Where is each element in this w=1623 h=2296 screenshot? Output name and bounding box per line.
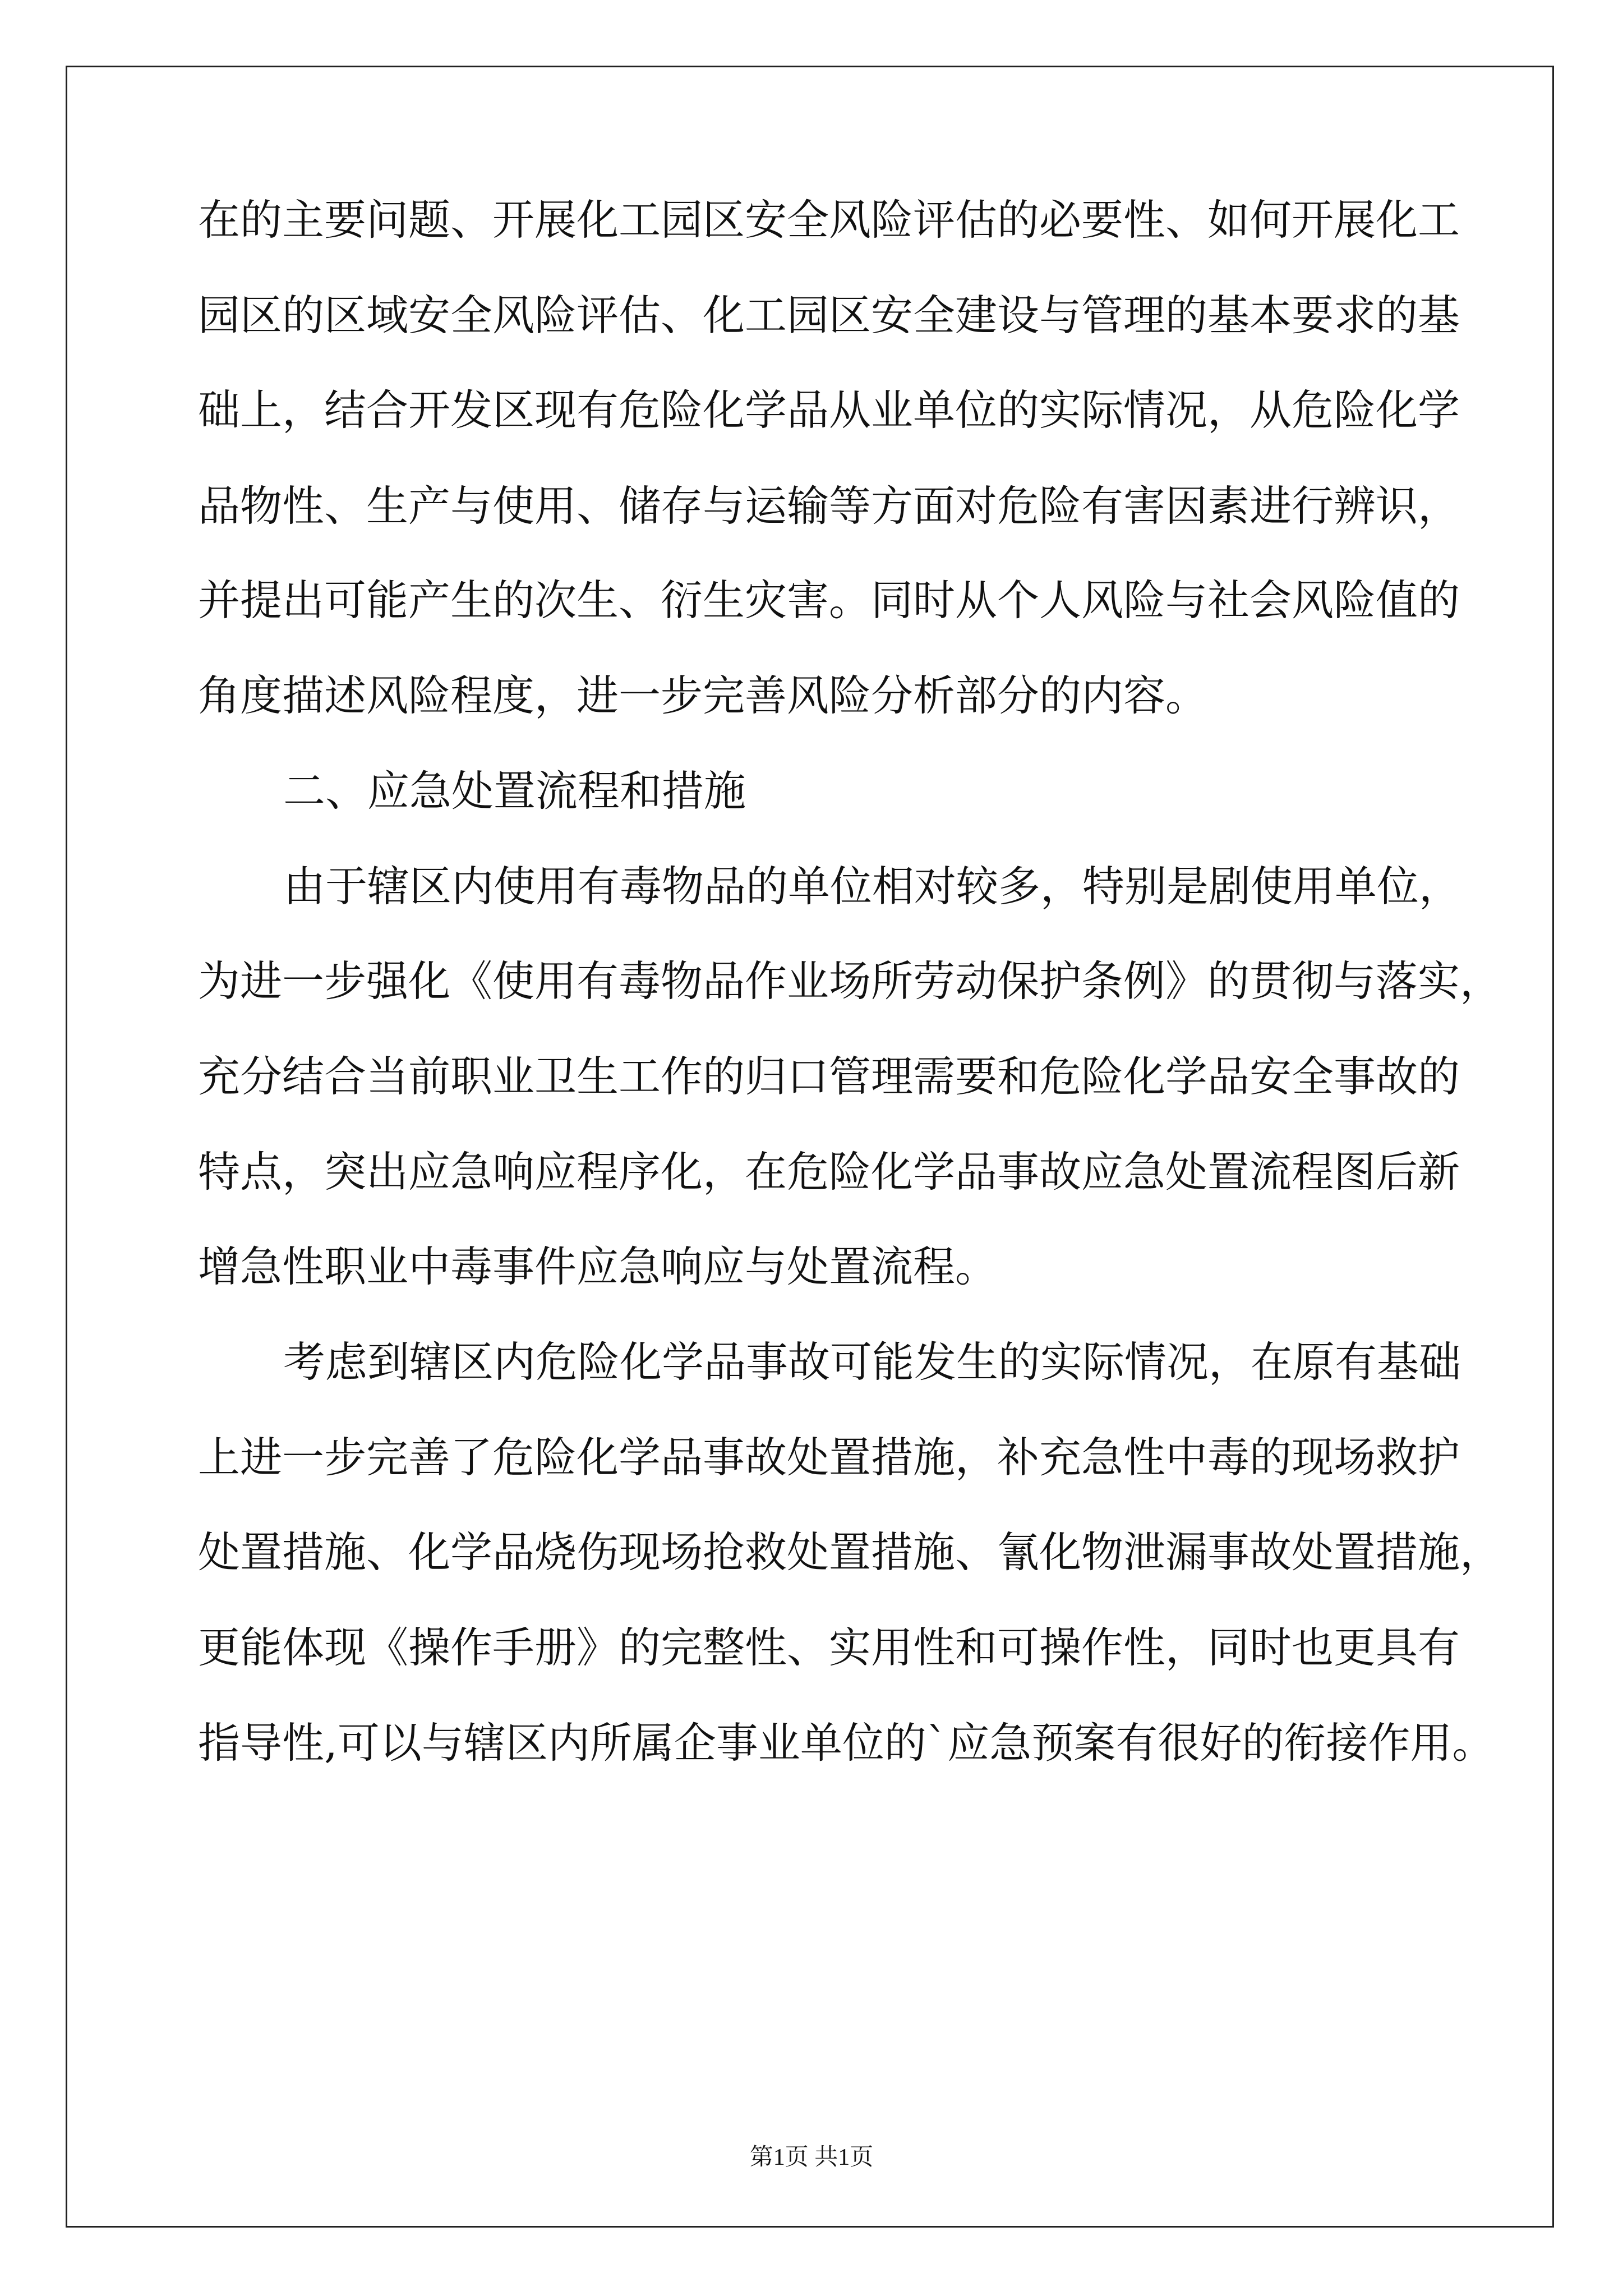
text-line: 特点，突出应急响应程序化，在危险化学品事故应急处置流程图后新	[198, 1147, 1460, 1197]
text-line: 增急性职业中毒事件应急响应与处置流程。	[198, 1242, 998, 1291]
section-heading: 二、应急处置流程和措施	[283, 766, 746, 816]
text-line: 在的主要问题、开展化工园区安全风险评估的必要性、如何开展化工	[198, 195, 1460, 245]
text-line: 为进一步强化《使用有毒物品作业场所劳动保护条例》的贯彻与落实，	[198, 956, 1502, 1006]
text-line: 处置措施、化学品烧伤现场抢救处置措施、氰化物泄漏事故处置措施，	[198, 1527, 1502, 1577]
text-line: 指导性,可以与辖区内所属企事业单位的`应急预案有很好的衔接作用。	[198, 1718, 1495, 1768]
text-line: 考虑到辖区内危险化学品事故可能发生的实际情况，在原有基础	[283, 1337, 1461, 1387]
text-line: 角度描述风险程度，进一步完善风险分析部分的内容。	[198, 671, 1208, 720]
text-line: 并提出可能产生的次生、衍生灾害。同时从个人风险与社会风险值的	[198, 576, 1460, 625]
text-line: 由于辖区内使用有毒物品的单位相对较多，特别是剧使用单位，	[283, 862, 1461, 911]
text-line: 品物性、生产与使用、储存与运输等方面对危险有害因素进行辨识，	[198, 481, 1460, 531]
text-line: 更能体现《操作手册》的完整性、实用性和可操作性，同时也更具有	[198, 1623, 1460, 1672]
text-line: 园区的区域安全风险评估、化工园区安全建设与管理的基本要求的基	[198, 291, 1460, 340]
text-line: 础上，结合开发区现有危险化学品从业单位的实际情况，从危险化学	[198, 385, 1460, 435]
text-line: 充分结合当前职业卫生工作的归口管理需要和危险化学品安全事故的	[198, 1052, 1460, 1101]
text-line: 上进一步完善了危险化学品事故处置措施，补充急性中毒的现场救护	[198, 1433, 1460, 1482]
page-number-footer: 第1页 共1页	[749, 2145, 874, 2170]
